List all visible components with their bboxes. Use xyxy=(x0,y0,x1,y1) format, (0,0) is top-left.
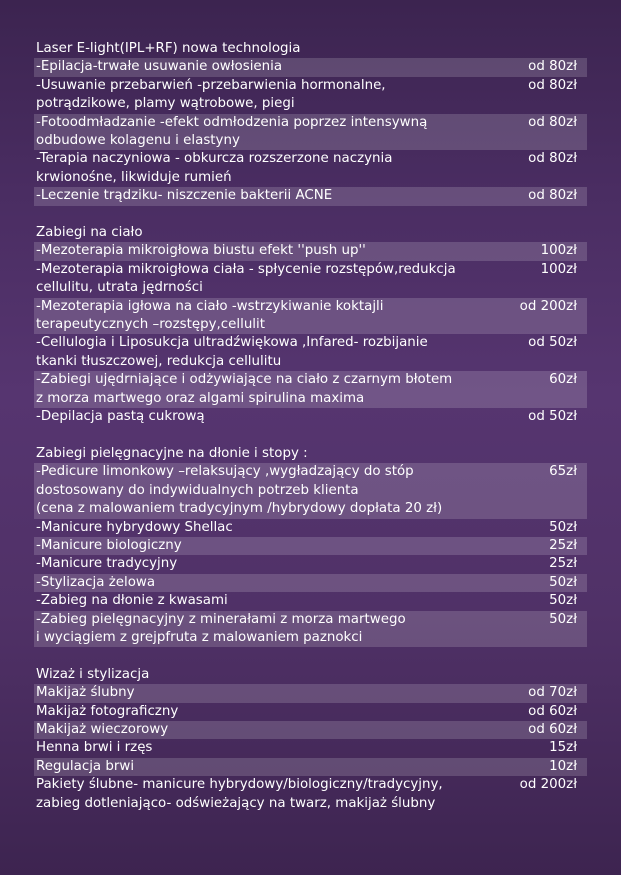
section-spacer xyxy=(34,647,587,665)
service-price: 50zł xyxy=(549,593,577,609)
service-name: Makijaż ślubny xyxy=(36,685,135,701)
service-price: 65zł xyxy=(549,464,577,480)
price-section xyxy=(34,40,587,206)
price-row xyxy=(34,703,587,721)
service-name: -Cellulogia i Liposukcja ultradźwiękowa ,Infared- rozbijanie tkanki tłuszczowej, redukcja cellulitu xyxy=(36,335,428,369)
price-row xyxy=(34,537,587,555)
price-row xyxy=(34,371,587,408)
service-price: 15zł xyxy=(549,740,577,756)
service-price: od 200zł xyxy=(519,298,577,314)
service-price: 25zł xyxy=(549,537,577,553)
service-price: od 50zł xyxy=(528,335,577,351)
service-name: -Leczenie trądziku- niszczenie bakterii ACNE xyxy=(36,188,333,204)
service-price: 10zł xyxy=(549,758,577,774)
service-name: Regulacja brwi xyxy=(36,758,135,774)
price-list xyxy=(34,40,587,813)
price-row xyxy=(34,721,587,739)
service-price: od 50zł xyxy=(528,409,577,425)
service-name: -Usuwanie przebarwień -przebarwienia hormonalne, potrądzikowe, plamy wątrobowe, piegi xyxy=(36,77,386,112)
service-name: Henna brwi i rzęs xyxy=(36,740,153,756)
price-row xyxy=(34,519,587,537)
price-row xyxy=(34,684,587,702)
service-price: od 80zł xyxy=(528,77,577,93)
price-row xyxy=(34,298,587,335)
service-name: -Fotoodmładzanie -efekt odmłodzenia poprzez intensywną odbudowe kolagenu i elastyny xyxy=(36,114,428,149)
service-name: -Pedicure limonkowy –relaksujący ,wygładzający do stóp dostosowany do indywidualnych potrzeb klienta (cena z malowaniem tradycyjnym /hybrydowy dopłata 20 zł) xyxy=(36,464,443,517)
price-row xyxy=(34,261,587,298)
service-price: od 200zł xyxy=(519,777,577,793)
price-row xyxy=(34,58,587,76)
service-name: -Mezoterapia mikroigłowa biustu efekt ''push up'' xyxy=(36,243,366,259)
service-name: -Mezoterapia mikroigłowa ciała - spłycenie rozstępów,redukcja cellulitu, utrata jędrności xyxy=(36,261,456,296)
service-name: -Zabieg pielęgnacyjny z minerałami z morza martwego i wyciągiem z grejpfruta z malowaniem paznokci xyxy=(36,611,406,645)
price-row xyxy=(34,574,587,592)
service-price: od 80zł xyxy=(528,59,577,75)
price-row xyxy=(34,463,587,518)
price-row xyxy=(34,187,587,205)
service-name: -Manicure biologiczny xyxy=(36,537,182,553)
service-price: od 80zł xyxy=(528,188,577,204)
service-name: -Manicure tradycyjny xyxy=(36,556,178,572)
service-name: -Epilacja-trwałe usuwanie owłosienia xyxy=(36,59,283,75)
service-name: -Manicure hybrydowy Shellac xyxy=(36,519,233,535)
price-row xyxy=(34,592,587,610)
service-price: 50zł xyxy=(549,611,577,627)
price-section xyxy=(34,666,587,813)
price-row xyxy=(34,739,587,757)
price-row xyxy=(34,758,587,776)
service-price: od 80zł xyxy=(528,114,577,130)
service-name: -Stylizacja żelowa xyxy=(36,574,156,590)
service-name: -Zabieg na dłonie z kwasami xyxy=(36,593,228,609)
service-price: 100zł xyxy=(540,261,577,277)
price-row xyxy=(34,611,587,648)
service-price: od 60zł xyxy=(528,703,577,719)
price-row xyxy=(34,150,587,187)
price-row xyxy=(34,334,587,371)
price-row xyxy=(34,408,587,426)
section-title: Zabiegi na ciało xyxy=(36,225,143,241)
service-price: 60zł xyxy=(549,372,577,388)
section-title: Zabiegi pielęgnacyjne na dłonie i stopy : xyxy=(36,445,308,461)
section-spacer xyxy=(34,427,587,445)
section-spacer xyxy=(34,206,587,224)
service-price: 50zł xyxy=(549,519,577,535)
service-price: 100zł xyxy=(540,243,577,259)
service-name: -Mezoterapia igłowa na ciało -wstrzykiwanie koktajli terapeutycznych –rozstępy,cellulit xyxy=(36,298,384,333)
price-section xyxy=(34,445,587,647)
service-name: -Zabiegi ujędrniające i odżywiające na ciało z czarnym błotem z morza martwego oraz algami spirulina maxima xyxy=(36,372,453,406)
service-price: 25zł xyxy=(549,556,577,572)
service-price: 50zł xyxy=(549,574,577,590)
service-price: od 80zł xyxy=(528,151,577,167)
section-title: Laser E-light(IPL+RF) nowa technologia xyxy=(36,41,301,56)
price-row xyxy=(34,555,587,573)
price-row xyxy=(34,242,587,260)
service-name: -Terapia naczyniowa - obkurcza rozszerzone naczynia krwionośne, likwiduje rumień xyxy=(36,151,393,185)
service-price: od 70zł xyxy=(528,685,577,701)
service-price: od 60zł xyxy=(528,721,577,737)
price-row xyxy=(34,114,587,151)
price-section xyxy=(34,224,587,426)
price-row xyxy=(34,77,587,114)
service-name: Makijaż fotograficzny xyxy=(36,703,179,719)
section-title: Wizaż i stylizacja xyxy=(36,666,150,682)
service-name: Makijaż wieczorowy xyxy=(36,721,169,737)
service-name: -Depilacja pastą cukrową xyxy=(36,409,205,425)
service-name: Pakiety ślubne- manicure hybrydowy/biologiczny/tradycyjny, zabieg dotleniająco- odświeżający na twarz, makijaż ślubny xyxy=(36,777,443,811)
price-row xyxy=(34,776,587,813)
